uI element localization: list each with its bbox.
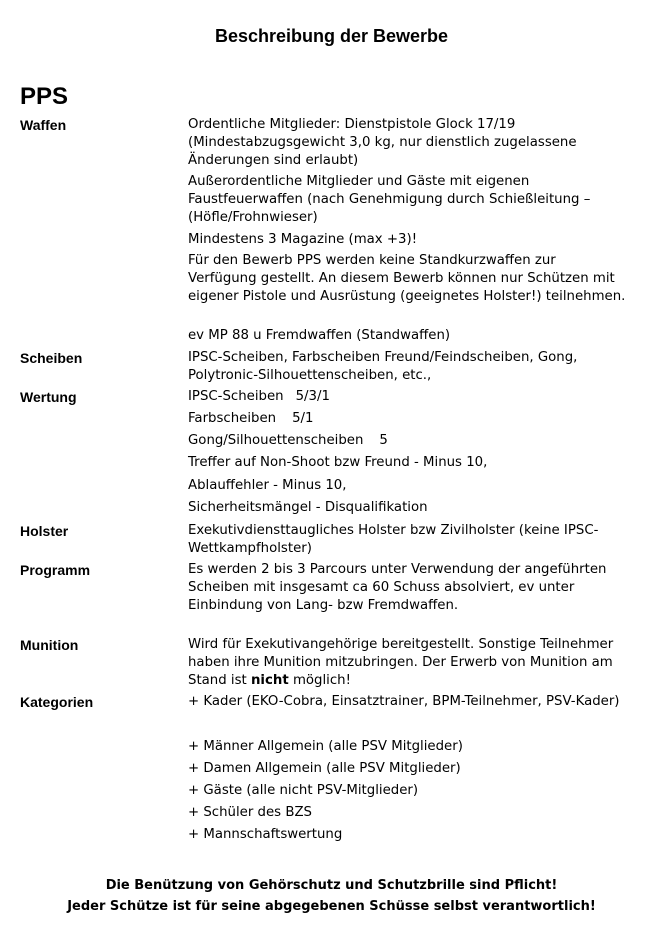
wertung-row-gong bbox=[188, 432, 628, 450]
wertung-row-sicherheit: Sicherheitsmängel - Disqualifikation bbox=[188, 500, 428, 515]
kategorie-item: + Schüler des BZS bbox=[188, 805, 312, 820]
munition-text-main: Wird für Exekutivangehörige bereitgestellt. Sonstige Teilnehmer haben ihre Munition mitzubringen. Der Erwerb von Munition am Stand ist bbox=[188, 637, 614, 688]
kategorie-item: + Damen Allgemein (alle PSV Mitglieder) bbox=[188, 761, 461, 776]
footer-line-1: Die Benützung von Gehörschutz und Schutzbrille sind Pflicht! bbox=[105, 878, 558, 893]
waffen-paragraph-2: Außerordentliche Mitglieder und Gäste mit eigenen Faustfeuerwaffen (nach Genehmigung durch Schießleitung – (Höfle/Frohnwieser) bbox=[188, 174, 591, 225]
holster-text: Exekutivdiensttaugliches Holster bzw Zivilholster (keine IPSC-Wettkampfholster) bbox=[188, 523, 599, 556]
wertung-ipsc-value: 5/3/1 bbox=[295, 389, 330, 404]
wertung-farb-name: Farbscheiben bbox=[188, 411, 277, 426]
wertung-row-ipsc bbox=[188, 388, 628, 406]
wertung-row-farb bbox=[188, 410, 628, 428]
wertung-gong-name: Gong/Silhouettenscheiben bbox=[188, 433, 364, 448]
munition-text-emphasis: nicht bbox=[250, 673, 289, 688]
label-programm: Programm bbox=[20, 562, 91, 578]
label-wertung: Wertung bbox=[20, 389, 77, 405]
label-kategorien: Kategorien bbox=[20, 694, 94, 710]
waffen-paragraph-3: Mindestens 3 Magazine (max +3)! bbox=[188, 232, 418, 247]
munition-text bbox=[188, 636, 628, 690]
kategorie-item: + Mannschaftswertung bbox=[188, 827, 343, 842]
kategorie-item: + Männer Allgemein (alle PSV Mitglieder) bbox=[188, 739, 463, 754]
wertung-row-ablauf: Ablauffehler - Minus 10, bbox=[188, 478, 347, 493]
wertung-row-nonshoot: Treffer auf Non-Shoot bzw Freund - Minus 10, bbox=[188, 455, 488, 470]
munition-text-end: möglich! bbox=[292, 673, 351, 688]
scheiben-text: IPSC-Scheiben, Farbscheiben Freund/Feindscheiben, Gong, Polytronic-Silhouettenscheiben, etc., bbox=[188, 350, 578, 383]
section-heading-pps: PPS bbox=[20, 83, 69, 110]
page-title: Beschreibung der Bewerbe bbox=[214, 26, 449, 46]
wertung-gong-value: 5 bbox=[379, 433, 388, 448]
kategorie-item: + Kader (EKO-Cobra, Einsatztrainer, BPM-Teilnehmer, PSV-Kader) bbox=[188, 694, 620, 709]
footer-line-2: Jeder Schütze ist für seine abgegebenen Schüsse selbst verantwortlich! bbox=[67, 899, 596, 914]
waffen-paragraph-4: Für den Bewerb PPS werden keine Standkurzwaffen zur Verfügung gestellt. An diesem Bewerb können nur Schützen mit eigener Pistole und Ausrüstung (geeignetes Holster!) teilnehmen. bbox=[188, 253, 626, 304]
waffen-paragraph-5: ev MP 88 u Fremdwaffen (Standwaffen) bbox=[188, 328, 451, 343]
label-waffen: Waffen bbox=[20, 117, 67, 133]
wertung-farb-value: 5/1 bbox=[292, 411, 314, 426]
label-holster: Holster bbox=[20, 523, 69, 539]
programm-text: Es werden 2 bis 3 Parcours unter Verwendung der angeführten Scheiben mit insgesamt ca 60 Schuss absolviert, ev unter Einbindung von Lang- bzw Fremdwaffen. bbox=[188, 562, 607, 613]
wertung-ipsc-name: IPSC-Scheiben bbox=[188, 389, 284, 404]
label-munition: Munition bbox=[20, 637, 79, 653]
waffen-paragraph-1: Ordentliche Mitglieder: Dienstpistole Glock 17/19 (Mindestabzugsgewicht 3,0 kg, nur dienstlich zugelassene Änderungen sind erlaubt) bbox=[188, 117, 577, 168]
label-scheiben: Scheiben bbox=[20, 350, 83, 366]
kategorie-item: + Gäste (alle nicht PSV-Mitglieder) bbox=[188, 783, 419, 798]
